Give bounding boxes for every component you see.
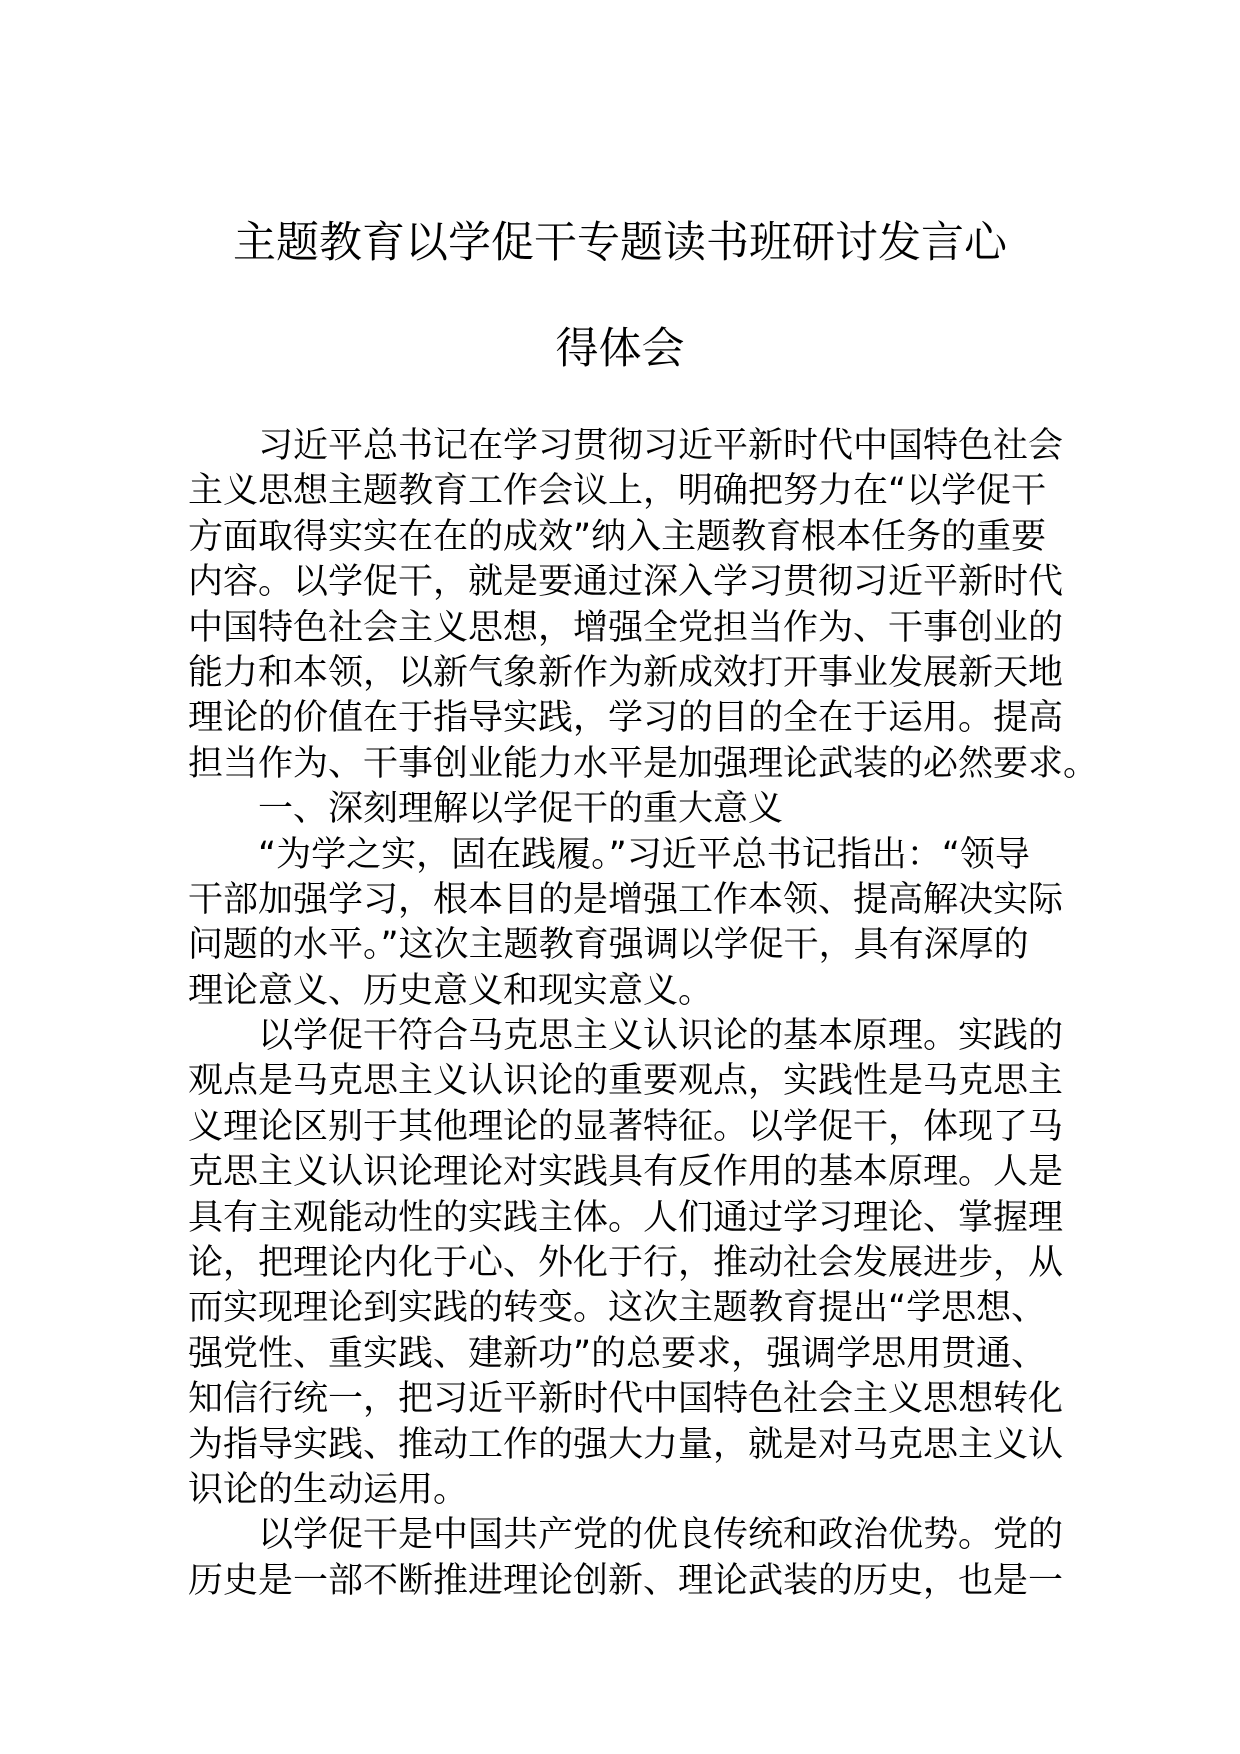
paragraph-line: 具有主观能动性的实践主体。人们通过学习理论、掌握理 <box>188 1197 1064 1238</box>
paragraph-line: 方面取得实实在在的成效”纳入主题教育根本任务的重要 <box>188 516 1047 557</box>
paragraph-line: 为指导实践、推动工作的强大力量，就是对马克思主义认 <box>188 1424 1064 1465</box>
paragraph-line: 而实现理论到实践的转变。这次主题教育提出“学思想、 <box>188 1288 1047 1329</box>
document-body <box>188 424 1099 1604</box>
paragraph-line: 习近平总书记在学习贯彻习近平新时代中国特色社会 <box>258 426 1064 466</box>
paragraph-line: 主义思想主题教育工作会议上，明确把努力在“以学促干 <box>188 471 1047 512</box>
paragraph-line: 中国特色社会主义思想，增强全党担当作为、干事创业的 <box>188 607 1064 648</box>
paragraph-line: 观点是马克思主义认识论的重要观点，实践性是马克思主 <box>188 1061 1064 1102</box>
paragraph-line: 历史是一部不断推进理论创新、理论武装的历史，也是一 <box>188 1560 1064 1601</box>
paragraph-line: “为学之实，固在践履。”习近平总书记指出：“领导 <box>258 834 1030 875</box>
section-heading: 一、深刻理解以学促干的重大意义 <box>258 789 784 830</box>
paragraph-line: 识论的生动运用。 <box>188 1469 469 1510</box>
paragraph-line: 内容。以学促干，就是要通过深入学习贯彻习近平新时代 <box>188 562 1064 603</box>
paragraph-line: 问题的水平。”这次主题教育强调以学促干，具有深厚的 <box>188 925 1029 966</box>
paragraph-line: 克思主义认识论理论对实践具有反作用的基本原理。人是 <box>188 1152 1064 1193</box>
paragraph-line: 以学促干符合马克思主义认识论的基本原理。实践的 <box>258 1016 1064 1057</box>
paragraph-line: 以学促干是中国共产党的优良传统和政治优势。党的 <box>258 1515 1064 1556</box>
paragraph-line: 理论的价值在于指导实践，学习的目的全在于运用。提高 <box>188 698 1064 739</box>
paragraph-line: 知信行统一，把习近平新时代中国特色社会主义思想转化 <box>188 1379 1064 1420</box>
paragraph-line: 干部加强学习，根本目的是增强工作本领、提高解决实际 <box>188 879 1064 920</box>
paragraph-line: 能力和本领，以新气象新作为新成效打开事业发展新天地 <box>188 652 1064 693</box>
title-line: 主题教育以学促干专题读书班研讨发言心 <box>233 218 1007 268</box>
paragraph-line: 义理论区别于其他理论的显著特征。以学促干，体现了马 <box>188 1106 1064 1147</box>
document-title <box>190 190 1050 402</box>
paragraph-line: 理论意义、历史意义和现实意义。 <box>188 970 714 1011</box>
paragraph-line: 担当作为、干事创业能力水平是加强理论武装的必然要求。 <box>188 743 1099 784</box>
paragraph-line: 论，把理论内化于心、外化于行，推动社会发展进步，从 <box>188 1243 1064 1284</box>
paragraph-line: 强党性、重实践、建新功”的总要求，强调学思用贯通、 <box>188 1333 1047 1374</box>
title-line: 得体会 <box>555 324 685 374</box>
